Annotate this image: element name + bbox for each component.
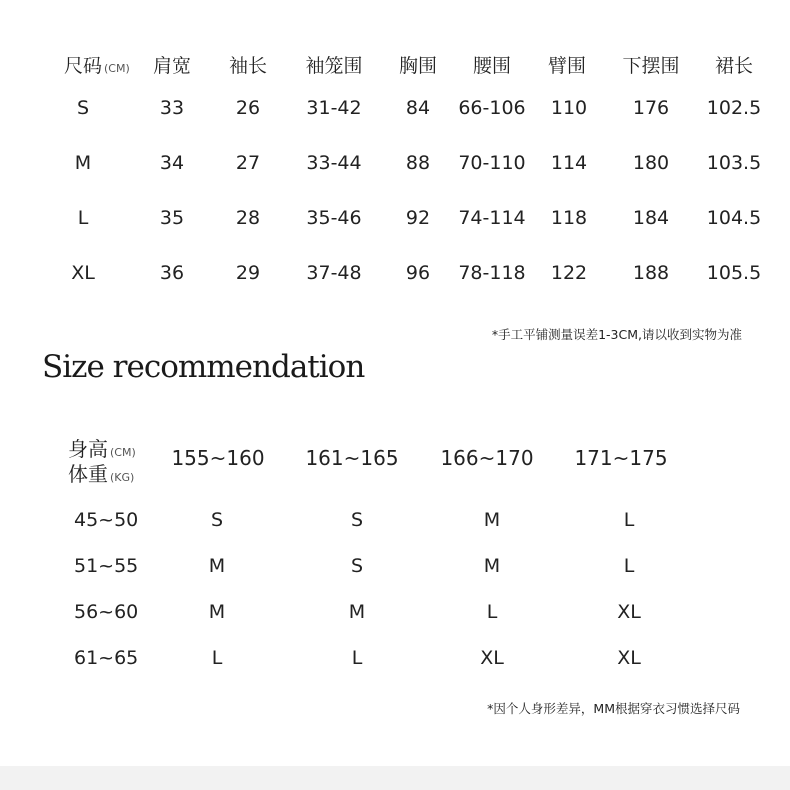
table-cell: 180 [632,152,670,174]
column-header-dress-length: 裙长 [714,55,754,77]
table-cell: 84 [405,97,431,119]
table-cell: 26 [235,97,261,119]
recommended-size: M [208,601,226,623]
height-range-header: 161~165 [305,446,399,470]
table-cell: 31-42 [306,97,362,119]
column-header-sleeve-length: 袖长 [228,55,268,77]
weight-label-cell [68,458,134,487]
recommended-size: L [623,509,635,531]
recommended-size: L [351,647,363,669]
column-header-arm: 臂围 [547,55,587,77]
recommended-size: XL [617,647,641,669]
table-cell: 33-44 [306,152,362,174]
recommended-size: XL [480,647,504,669]
column-header-shoulder: 肩宽 [152,55,192,77]
table-row-size: XL [71,262,95,284]
recommended-size: S [350,509,364,531]
recommended-size: M [348,601,366,623]
table-cell: 96 [405,262,431,284]
size-header-label: 尺码 [64,55,103,77]
recommended-size: L [486,601,498,623]
table-cell: 103.5 [706,152,762,174]
measurement-note: *手工平铺测量误差1-3CM,请以收到实物为准 [491,327,742,342]
table-cell: 35-46 [306,207,362,229]
table-cell: 29 [235,262,261,284]
recommended-size: XL [617,601,641,623]
table-cell: 35 [159,207,185,229]
weight-range-label: 45~50 [74,509,139,531]
height-label: 身高 [68,437,108,461]
column-header-hem: 下摆围 [622,55,680,77]
footer-band [0,766,790,790]
table-cell: 122 [550,262,588,284]
height-unit: (CM) [110,446,136,459]
column-header-bust: 胸围 [398,55,438,77]
table-cell: 66-106 [458,97,526,119]
table-cell: 104.5 [706,207,762,229]
weight-unit: (KG) [110,471,135,484]
table-cell: 114 [550,152,588,174]
table-cell: 27 [235,152,261,174]
recommended-size: S [350,555,364,577]
recommended-size: S [210,509,224,531]
recommended-size: M [483,509,501,531]
table-cell: 102.5 [706,97,762,119]
recommended-size: L [623,555,635,577]
recommended-size: M [483,555,501,577]
table-cell: 105.5 [706,262,762,284]
recommended-size: M [208,555,226,577]
height-range-header: 166~170 [440,446,534,470]
table-cell: 78-118 [458,262,526,284]
table-cell: 36 [159,262,185,284]
height-range-header: 155~160 [171,446,265,470]
weight-range-label: 51~55 [74,555,139,577]
table-row-size: L [77,207,89,229]
table-row-size: S [76,97,90,119]
column-header-armhole: 袖笼围 [305,55,363,77]
table-cell: 33 [159,97,185,119]
table-cell: 110 [550,97,588,119]
table-cell: 28 [235,207,261,229]
column-header-waist: 腰围 [472,55,512,77]
table-cell: 88 [405,152,431,174]
size-column-header [64,51,130,78]
table-cell: 37-48 [306,262,362,284]
height-range-header: 171~175 [574,446,668,470]
table-cell: 188 [632,262,670,284]
weight-label: 体重 [68,462,108,486]
section-title: Size recommendation [42,349,365,385]
table-cell: 184 [632,207,670,229]
recommended-size: L [211,647,223,669]
table-cell: 70-110 [458,152,526,174]
table-cell: 74-114 [458,207,526,229]
size-header-unit: (CM) [104,62,130,75]
table-cell: 92 [405,207,431,229]
table-cell: 34 [159,152,185,174]
weight-range-label: 56~60 [74,601,139,623]
table-cell: 118 [550,207,588,229]
fit-note: *因个人身形差异，MM根据穿衣习惯选择尺码 [487,701,740,716]
table-cell: 176 [632,97,670,119]
weight-range-label: 61~65 [74,647,139,669]
table-row-size: M [74,152,92,174]
